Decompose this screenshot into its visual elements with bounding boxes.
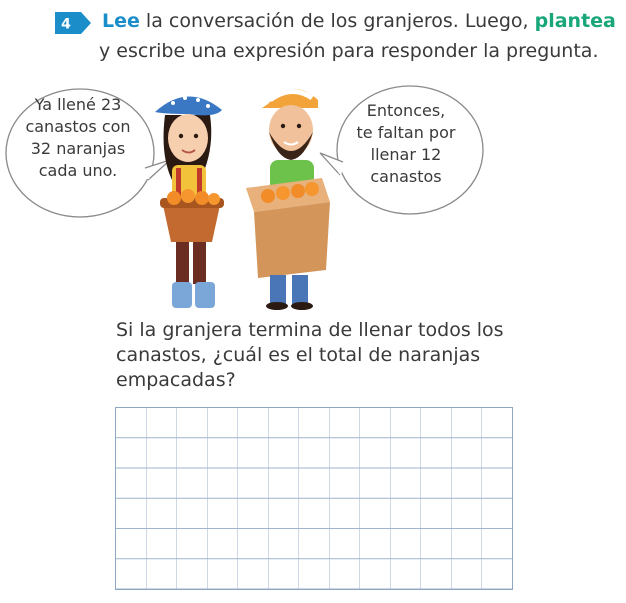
speech-text-farmer-woman: Ya llené 23 canastos con 32 naranjas cada uno.: [25, 95, 131, 180]
instruction-verb-plantea: plantea: [534, 10, 616, 32]
instruction-text: la conversación de los granjeros. Luego,: [139, 10, 535, 32]
instruction-line-1: [102, 10, 616, 32]
instruction-line-2: y escribe una expresión para responder la pregunta.: [99, 40, 599, 62]
speech-text-farmer-man: Entonces, te faltan por llenar 12 canastos: [356, 101, 456, 186]
farmer-man: [246, 89, 330, 310]
question-text: Si la granjera termina de llenar todos los canastos, ¿cuál es el total de naranjas empacadas?: [116, 319, 504, 391]
activity-number-badge: [53, 10, 93, 36]
answer-grid[interactable]: [115, 407, 513, 590]
instruction-verb-lee: Lee: [102, 10, 140, 32]
activity-number: 4: [61, 16, 71, 33]
farmer-woman: [155, 96, 224, 308]
